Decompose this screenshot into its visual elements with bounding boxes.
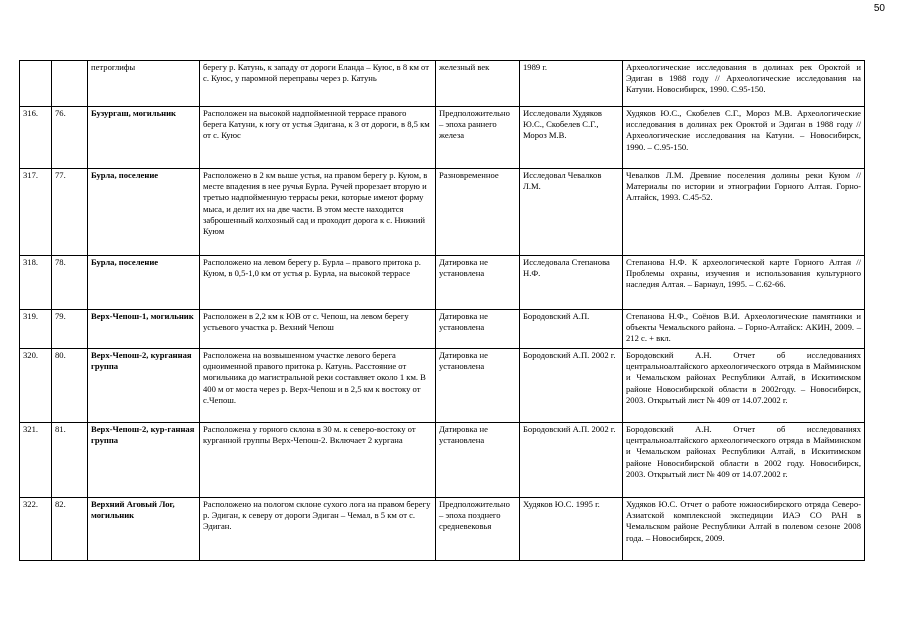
monument-location: Расположена на возвышенном участке левого берега одноименной правого притока р. Катунь. Расстояние от могильника до магистральной реки составляет около 1 км. В 400 м от моста через р. Верх-Чепош и в 2,5 км к востоку от с.Чепош. [200,349,436,423]
monument-name: Верхний Аговый Лог, могильник [88,498,200,561]
row-subnumber: 77. [52,169,88,256]
row-subnumber: 76. [52,107,88,169]
row-number: 316. [20,107,52,169]
monument-literature: Степанова Н.Ф., Соёнов В.И. Археологические памятники и объекты Чемальского района. – Горно-Алтайск: АКИН, 2009. – 212 с. + вкл. [623,310,865,349]
monument-literature: Чевалков Л.М. Древние поселения долины реки Куюм // Материалы по истории и этнографии Горного Алтая. Горно-Алтайск, 1993. С.45-52. [623,169,865,256]
row-subnumber: 82. [52,498,88,561]
monument-name: Верх-Чепош-2, курганная группа [88,349,200,423]
row-number: 318. [20,256,52,310]
monument-research: Худяков Ю.С. 1995 г. [520,498,623,561]
table-row [20,310,865,349]
monuments-table [19,60,865,561]
monument-name: Бурла, поселение [88,169,200,256]
monument-dating: железный век [436,61,520,107]
monument-name: петроглифы [88,61,200,107]
row-number: 317. [20,169,52,256]
table-row [20,423,865,498]
monument-dating: Датировка не установлена [436,423,520,498]
monument-literature: Худяков Ю.С. Отчет о работе южносибирского отряда Северо-Азиатской комплексной экспедиции ИАЭ СО РАН в Чемальском районе Республики Алтай в полевом сезоне 2008 года. – Новосибирск, 2009. [623,498,865,561]
monument-research: Исследовали Худяков Ю.С., Скобелев С.Г., Мороз М.В. [520,107,623,169]
monument-name: Бурла, поселение [88,256,200,310]
row-subnumber: 79. [52,310,88,349]
monument-dating: Предположительно – эпоха раннего железа [436,107,520,169]
monument-location: Расположен на высокой надпойменной террасе правого берега Катуни, к югу от устья Эдигана, к 3 от дороги, в 8,5 км от с. Куюс [200,107,436,169]
monument-literature: Бородовский А.Н. Отчет об исследованиях центральноалтайского археологического отряда в Майминском и Чемальском районах Республики Алтай, в Искитимском районе Новосибирской области в 2002 году. Новосибирск, 2003. Открытый лист № 409 от 14.07.2002 г. [623,423,865,498]
monument-name: Бузургаш, могильник [88,107,200,169]
table-row [20,107,865,169]
monument-research: Исследовал Чевалков Л.М. [520,169,623,256]
row-subnumber: 78. [52,256,88,310]
monument-dating: Разновременное [436,169,520,256]
monument-literature: Худяков Ю.С., Скобелев С.Г., Мороз М.В. Археологические исследования в долинах рек Ороктой и Эдиган в 1988 году // Археологические исследования на Катуни. – Новосибирск, 1990. – С.95-150. [623,107,865,169]
monument-location: Расположена у горного склона в 30 м. к северо-востоку от курганной группы Верх-Чепош-2. Включает 2 кургана [200,423,436,498]
monument-research: 1989 г. [520,61,623,107]
page-number: 50 [873,3,885,14]
monument-research: Бородовский А.П. 2002 г. [520,349,623,423]
row-number: 322. [20,498,52,561]
monument-literature: Археологические исследования в долинах рек Ороктой и Эдиган в 1988 году // Археологические исследования на Катуни. Новосибирск, 1990. С.95-150. [623,61,865,107]
monument-dating: Датировка не установлена [436,310,520,349]
monument-location: берегу р. Катунь, к западу от дороги Еланда – Куюс, в 8 км от с. Куюс, у паромной переправы через р. Катунь [200,61,436,107]
monument-research: Бородовский А.П. 2002 г. [520,423,623,498]
row-subnumber [52,61,88,107]
monument-research: Исследовала Степанова Н.Ф. [520,256,623,310]
monument-literature: Бородовский А.Н. Отчет об исследованиях центральноалтайского археологического отряда в Майминском и Чемальском районах Республики Алтай, в Искитимском районе Новосибирской области в 2002году. – Новосибирск, 2003. Открытый лист № 409 от 14.07.2002 г. [623,349,865,423]
table-row [20,498,865,561]
monument-location: Расположено на левом берегу р. Бурла – правого притока р. Куюм, в 0,5-1,0 км от устья р. Бурла, на высокой террасе [200,256,436,310]
monument-location: Расположено на пологом склоне сухого лога на правом берегу р. Эдиган, к северу от дороги Эдиган – Чемал, в 5 км от с. Эдиган. [200,498,436,561]
monument-literature: Степанова Н.Ф. К археологической карте Горного Алтая // Проблемы охраны, изучения и использования культурного наследия Алтая. – Барнаул, 1995. – С.62-66. [623,256,865,310]
row-subnumber: 80. [52,349,88,423]
table-row [20,169,865,256]
monument-research: Бородовский А.П. [520,310,623,349]
monument-name: Верх-Чепош-1, могильник [88,310,200,349]
monument-dating: Датировка не установлена [436,256,520,310]
monument-dating: Предположительно – эпоха позднего средневековья [436,498,520,561]
monument-dating: Датировка не установлена [436,349,520,423]
monument-name: Верх-Чепош-2, кур-ганная группа [88,423,200,498]
table-row [20,61,865,107]
table-row [20,349,865,423]
monument-location: Расположено в 2 км выше устья, на правом берегу р. Куюм, в месте впадения в нее ручья Бурла. Ручей прорезает вторую и третью надпойменную террасы реки, которые имеют форму мыса, и делит их на две части. В этом месте находится заброшенный колхозный сад и проходит дорога к с. Нижний Куюм [200,169,436,256]
row-number: 319. [20,310,52,349]
row-number [20,61,52,107]
monument-location: Расположен в 2,2 км к ЮВ от с. Чепош, на левом берегу устьевого участка р. Вехний Чепош [200,310,436,349]
table-row [20,256,865,310]
row-number: 321. [20,423,52,498]
row-subnumber: 81. [52,423,88,498]
row-number: 320. [20,349,52,423]
